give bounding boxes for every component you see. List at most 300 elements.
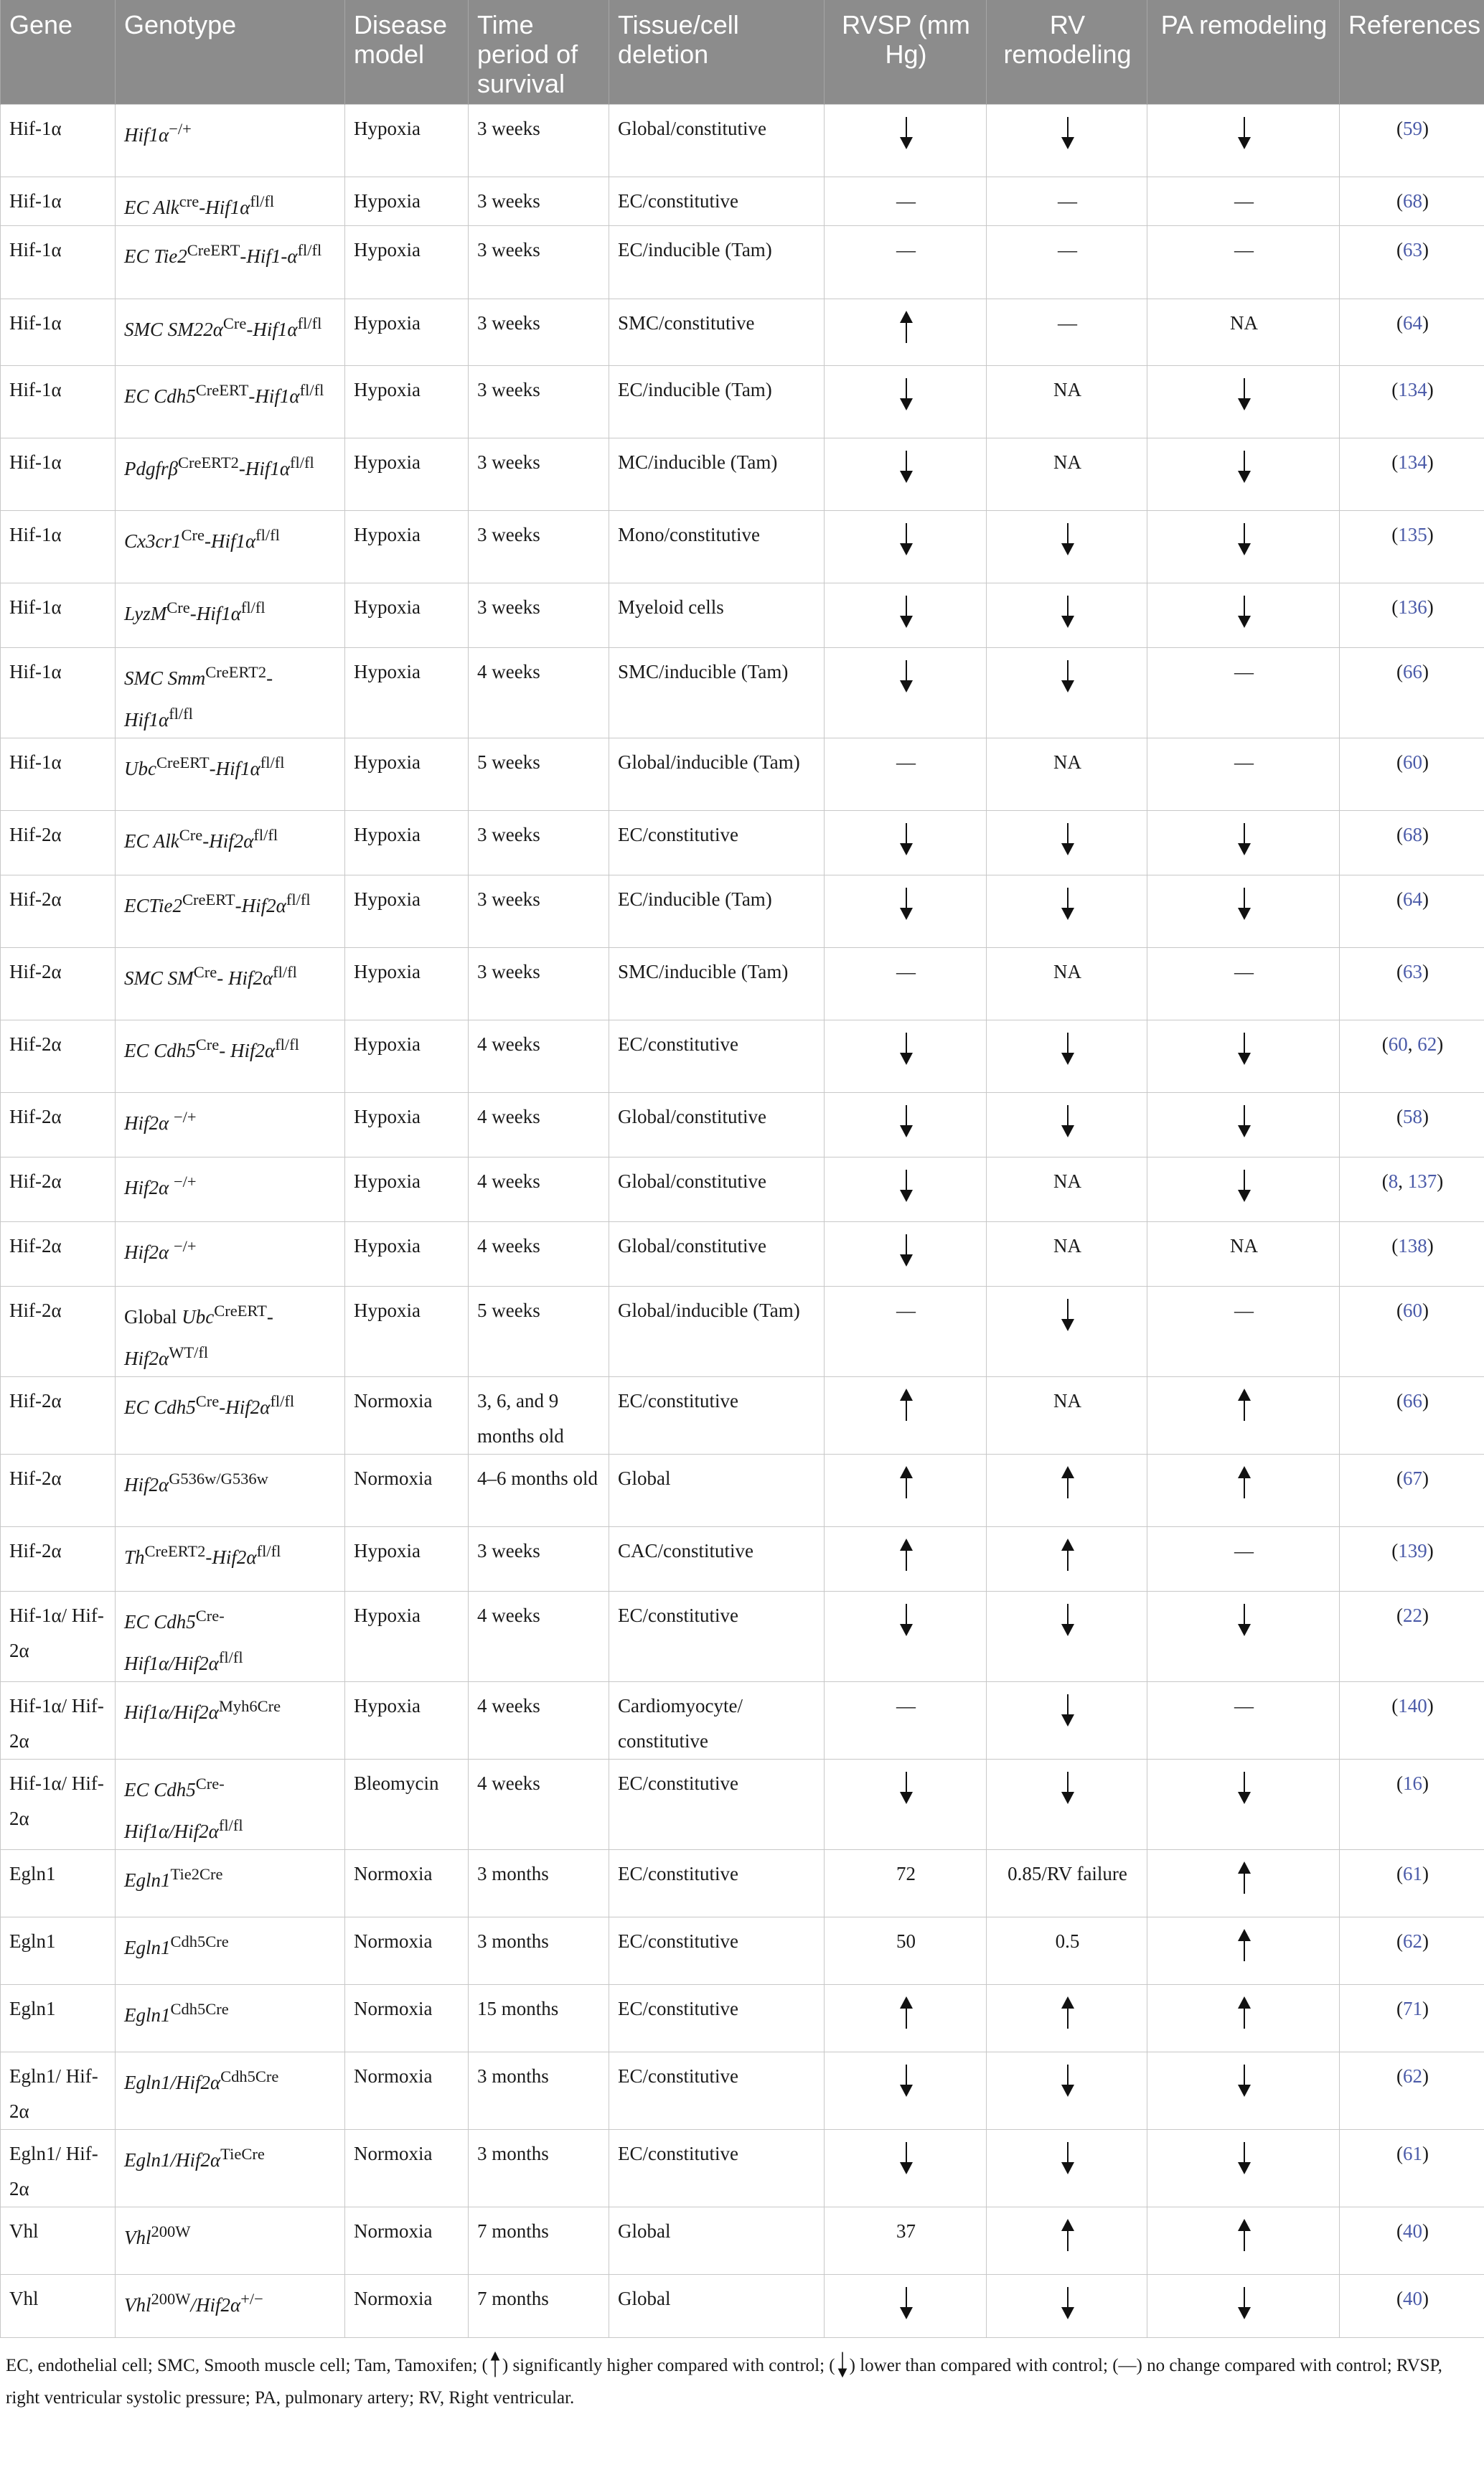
tissue-cell: Myeloid cells [609,583,825,648]
disease-model-cell: Hypoxia [345,1157,469,1222]
tissue-cell: SMC/constitutive [609,299,825,366]
genotype-cell [116,1157,345,1222]
time-period-cell: 3 months [469,2052,609,2130]
table-row [1,1917,1484,1985]
up-arrow-icon [898,1538,915,1572]
references-cell: (60) [1340,738,1484,811]
genotype-superscript: Cdh5Cre [170,2000,229,2018]
tissue-cell: EC/constitutive [609,1592,825,1682]
table-row [1,948,1484,1020]
tissue-cell: Mono/constitutive [609,511,825,583]
references-cell: (71) [1340,1985,1484,2052]
genotype-superscript: Myh6Cre [218,1697,281,1715]
genotype-superscript: fl/fl [256,1542,281,1560]
genotype-superscript: Cre [195,1036,220,1053]
table-row [1,1527,1484,1592]
genotype-superscript: fl/fl [290,454,314,471]
genotype-text: Pdgfrβ [124,458,178,479]
rvsp-cell [825,1527,987,1592]
genotype-text: -Hif1α [189,603,241,624]
time-period-cell: 4–6 months old [469,1455,609,1527]
disease-model-cell: Hypoxia [345,366,469,438]
references-cell: (40) [1340,2275,1484,2338]
tissue-cell: EC/constitutive [609,1850,825,1917]
footnote-part2: ) significantly higher compared with control; ( [502,2356,835,2375]
rvsp-cell [825,1592,987,1682]
gene-cell: Hif-1α [1,177,116,226]
rv-remodeling-cell [987,1592,1147,1682]
down-arrow-icon [1236,377,1253,411]
tissue-cell: Global/constitutive [609,1093,825,1157]
gene-cell: Hif-1α [1,438,116,511]
down-arrow-icon [1059,1602,1076,1637]
time-period-cell: 3 weeks [469,105,609,177]
genotype-superscript: CreERT2 [205,663,267,681]
reference-link[interactable]: 61 [1403,2143,1422,2164]
rvsp-cell [825,1455,987,1527]
genotype-superscript: fl/fl [218,1648,243,1666]
pa-remodeling-cell [1147,105,1340,177]
up-arrow-icon [1236,1465,1253,1500]
table-row [1,226,1484,299]
references-cell: (136) [1340,583,1484,648]
gene-cell: Hif-1α [1,511,116,583]
genotype-text: -Hif2α [235,895,286,916]
up-arrow-icon [1236,1996,1253,2030]
rvsp-cell [825,2052,987,2130]
reference-link[interactable]: 8 [1388,1170,1399,1192]
rvsp-cell: — [825,177,987,226]
table-row [1,177,1484,226]
reference-link[interactable]: 59 [1403,118,1422,139]
reference-link[interactable]: 135 [1398,524,1427,545]
reference-link[interactable]: 60 [1403,751,1422,773]
gene-cell: Hif-1α/ Hif-2α [1,1592,116,1682]
genotype-superscript: CreERT [187,241,240,259]
header-row [1,0,1484,105]
rvsp-cell: 72 [825,1850,987,1917]
reference-link[interactable]: 16 [1403,1772,1422,1794]
tissue-cell: EC/constitutive [609,2130,825,2207]
genotype-superscript: G536w/G536w [169,1470,268,1488]
gene-cell: Egln1/ Hif-2α [1,2052,116,2130]
down-arrow-icon [898,2063,915,2098]
table-row [1,1455,1484,1527]
genotype-text: ECTie2 [124,895,183,916]
disease-model-cell: Hypoxia [345,948,469,1020]
gene-cell: Hif-2α [1,1157,116,1222]
down-arrow-icon [1059,1031,1076,1066]
genotype-superscript: CreERT [156,753,210,771]
reference-link[interactable]: 60 [1388,1033,1408,1055]
pa-remodeling-cell [1147,1157,1340,1222]
rv-remodeling-cell: NA [987,1222,1147,1287]
rvsp-cell [825,2130,987,2207]
genotype-text: Vhl [124,2227,151,2248]
tissue-cell: EC/constitutive [609,1985,825,2052]
genotype-text: -Hif2α [205,1546,257,1568]
col-header-time-period: Time period of survival [469,0,609,105]
time-period-cell: 3 weeks [469,811,609,875]
disease-model-cell: Hypoxia [345,511,469,583]
references-cell: (66) [1340,1377,1484,1455]
table-row [1,366,1484,438]
references-cell: (135) [1340,511,1484,583]
disease-model-cell: Bleomycin [345,1760,469,1850]
reference-link[interactable]: 63 [1403,239,1422,260]
up-arrow-icon [898,1996,915,2030]
gene-cell: Hif-2α [1,1287,116,1377]
genotype-superscript: TieCre [220,2145,265,2163]
time-period-cell: 3 weeks [469,226,609,299]
pa-remodeling-cell [1147,1985,1340,2052]
disease-model-cell: Normoxia [345,2207,469,2275]
genotype-superscript: fl/fl [218,1816,243,1834]
rvsp-cell: — [825,1287,987,1377]
time-period-cell: 3 weeks [469,1527,609,1592]
reference-link[interactable]: 66 [1403,661,1422,682]
table-row [1,648,1484,738]
reference-link[interactable]: 64 [1403,312,1422,334]
reference-link[interactable]: 58 [1403,1106,1422,1127]
footnote-part1: EC, endothelial cell; SMC, Smooth muscle cell; Tam, Tamoxifen; ( [6,2356,488,2375]
pa-remodeling-cell: NA [1147,1222,1340,1287]
reference-link[interactable]: 62 [1417,1033,1437,1055]
genotype-superscript: fl/fl [253,826,278,844]
col-header-references: References [1340,0,1484,105]
genotype-text: Cx3cr1 [124,530,182,552]
rvsp-cell [825,1985,987,2052]
pa-remodeling-cell [1147,811,1340,875]
disease-model-cell: Normoxia [345,1985,469,2052]
rv-remodeling-cell [987,1287,1147,1377]
genotype-text: Egln1 [124,1937,171,1958]
gene-cell: Hif-1α [1,583,116,648]
up-arrow-icon [898,310,915,344]
down-arrow-icon [1059,2141,1076,2175]
genotype-text: -Hif2α [202,830,254,852]
down-arrow-icon [1059,1104,1076,1138]
down-arrow-icon [898,594,915,629]
references-cell: (63) [1340,226,1484,299]
table-row [1,1093,1484,1157]
genotype-text: Hif1α/Hif2α [124,1653,219,1674]
reference-link[interactable]: 63 [1403,961,1422,982]
disease-model-cell: Normoxia [345,2130,469,2207]
disease-model-cell: Hypoxia [345,738,469,811]
genotype-superscript: fl/fl [299,381,324,399]
up-arrow-icon [488,2351,502,2378]
reference-link[interactable]: 64 [1403,888,1422,910]
rvsp-cell [825,1377,987,1455]
gene-cell: Hif-2α [1,948,116,1020]
gene-cell: Hif-1α [1,299,116,366]
time-period-cell: 4 weeks [469,1222,609,1287]
up-arrow-icon [1059,1465,1076,1500]
genotype-superscript: fl/fl [260,753,285,771]
pa-remodeling-cell [1147,2207,1340,2275]
rvsp-cell: 37 [825,2207,987,2275]
genotype-cell [116,1527,345,1592]
genotype-cell [116,1020,345,1093]
rv-remodeling-cell [987,811,1147,875]
tissue-cell: EC/constitutive [609,177,825,226]
table-row [1,1850,1484,1917]
rvsp-cell [825,105,987,177]
rv-remodeling-cell: NA [987,1377,1147,1455]
table-row [1,583,1484,648]
references-cell: (66) [1340,648,1484,738]
disease-model-cell: Hypoxia [345,648,469,738]
col-header-rvsp: RVSP (mm Hg) [825,0,987,105]
rv-remodeling-cell [987,1985,1147,2052]
disease-model-cell: Normoxia [345,1377,469,1455]
down-arrow-icon [1236,1770,1253,1805]
gene-cell: Vhl [1,2207,116,2275]
genotype-cell [116,948,345,1020]
reference-link[interactable]: 68 [1403,190,1422,212]
rv-remodeling-cell [987,1020,1147,1093]
references-cell: (22) [1340,1592,1484,1682]
tissue-cell: EC/constitutive [609,1760,825,1850]
tissue-cell: Global/constitutive [609,1222,825,1287]
time-period-cell: 3 months [469,1917,609,1985]
reference-link[interactable]: 40 [1403,2220,1422,2242]
genotype-text: Global [124,1306,182,1328]
rvsp-cell [825,511,987,583]
genotype-superscript: Cdh5Cre [170,1933,229,1950]
reference-link[interactable]: 134 [1398,379,1427,400]
disease-model-cell: Hypoxia [345,811,469,875]
pa-remodeling-cell [1147,1917,1340,1985]
references-cell: (60) [1340,1287,1484,1377]
time-period-cell: 3 months [469,2130,609,2207]
genotype-text: -Hif1-α [240,245,298,267]
rv-remodeling-cell: 0.5 [987,1917,1147,1985]
reference-link[interactable]: 40 [1403,2288,1422,2309]
rv-remodeling-cell: NA [987,1157,1147,1222]
reference-link[interactable]: 61 [1403,1863,1422,1884]
genotype-cell [116,366,345,438]
disease-model-cell: Hypoxia [345,1527,469,1592]
down-arrow-icon [898,1104,915,1138]
reference-link[interactable]: 66 [1403,1390,1422,1412]
rv-remodeling-cell: — [987,226,1147,299]
reference-link[interactable]: 136 [1398,596,1427,618]
disease-model-cell: Hypoxia [345,177,469,226]
genotype-text: Egln1/Hif2α [124,2072,221,2093]
references-cell: (8, 137) [1340,1157,1484,1222]
gene-cell: Egln1 [1,1985,116,2052]
genotype-cell [116,2207,345,2275]
down-arrow-icon [1236,2141,1253,2175]
up-arrow-icon [898,1465,915,1500]
references-cell: (64) [1340,875,1484,948]
time-period-cell: 5 weeks [469,738,609,811]
time-period-cell: 3 weeks [469,583,609,648]
genotype-superscript: Cre [195,1392,220,1410]
pa-remodeling-cell [1147,1592,1340,1682]
pa-remodeling-cell [1147,2130,1340,2207]
references-cell: (59) [1340,105,1484,177]
genotype-cell [116,226,345,299]
gene-cell: Hif-1α [1,366,116,438]
disease-model-cell: Normoxia [345,1455,469,1527]
down-arrow-icon [898,659,915,693]
disease-model-cell: Normoxia [345,1850,469,1917]
reference-link[interactable]: 138 [1398,1235,1427,1257]
reference-link[interactable]: 22 [1403,1605,1422,1626]
pa-remodeling-cell [1147,1455,1340,1527]
table-row [1,1985,1484,2052]
genotype-superscript: −/+ [173,1173,197,1191]
genotype-text: Egln1 [124,1869,171,1891]
reference-link[interactable]: 67 [1403,1468,1422,1489]
time-period-cell: 4 weeks [469,1157,609,1222]
col-header-tissue: Tissue/cell deletion [609,0,825,105]
pa-remodeling-cell: — [1147,226,1340,299]
reference-link[interactable]: 139 [1398,1540,1427,1562]
genotype-text: -Hif1α [246,319,298,340]
table-body [1,105,1484,2338]
reference-link[interactable]: 60 [1403,1300,1422,1321]
rv-remodeling-cell [987,511,1147,583]
genotype-text: -Hif1α [238,458,291,479]
disease-model-cell: Hypoxia [345,1592,469,1682]
genotype-superscript: Cre [179,826,203,844]
tissue-cell: Global [609,1455,825,1527]
genotype-text: EC Tie2 [124,245,187,267]
genotype-superscript: Cre- [195,1775,225,1793]
down-arrow-icon [1236,116,1253,150]
rvsp-cell [825,583,987,648]
table-row [1,1760,1484,1850]
disease-model-cell: Hypoxia [345,1287,469,1377]
time-period-cell: 3 weeks [469,177,609,226]
rv-remodeling-cell: NA [987,738,1147,811]
reference-link[interactable]: 140 [1398,1695,1427,1717]
genotype-superscript: WT/fl [169,1343,209,1361]
rv-remodeling-cell [987,1455,1147,1527]
references-cell: (61) [1340,2130,1484,2207]
table-row [1,299,1484,366]
pa-remodeling-cell [1147,1377,1340,1455]
rv-remodeling-cell [987,1527,1147,1592]
time-period-cell: 4 weeks [469,1682,609,1760]
genotype-superscript: fl/fl [255,526,280,544]
pa-remodeling-cell [1147,1850,1340,1917]
rv-remodeling-cell: NA [987,438,1147,511]
table-row [1,2275,1484,2338]
time-period-cell: 7 months [469,2275,609,2338]
references-cell: (16) [1340,1760,1484,1850]
genotype-text: Hif1α/Hif2α [124,1821,219,1842]
up-arrow-icon [1059,1996,1076,2030]
down-arrow-icon [1059,659,1076,693]
table-row [1,1020,1484,1093]
pa-remodeling-cell: — [1147,1682,1340,1760]
down-arrow-icon [1236,449,1253,484]
rvsp-cell: — [825,948,987,1020]
genotype-cell [116,1287,345,1377]
up-arrow-icon [1236,1388,1253,1422]
pa-remodeling-cell [1147,438,1340,511]
pa-remodeling-cell: NA [1147,299,1340,366]
up-arrow-icon [1236,1861,1253,1895]
down-arrow-icon [898,822,915,856]
reference-link[interactable]: 134 [1398,451,1427,473]
footnote-part3: ) lower than compared with control; (—) no change compared with control; RVSP, right ventricular systolic pressure; PA, pulmonary artery; RV, Right ventricular. [6,2356,1442,2408]
down-arrow-icon [898,449,915,484]
genotype-cell [116,648,345,738]
reference-link[interactable]: 137 [1407,1170,1437,1192]
pa-remodeling-cell [1147,1093,1340,1157]
genotype-cell [116,1760,345,1850]
time-period-cell: 4 weeks [469,1093,609,1157]
down-arrow-icon [1236,822,1253,856]
genotype-superscript: CreERT2 [144,1542,206,1560]
genotype-cell [116,583,345,648]
table-row [1,811,1484,875]
reference-link[interactable]: 62 [1403,2065,1422,2087]
tissue-cell: Global [609,2207,825,2275]
genotype-text: EC Alk [124,830,179,852]
genotype-superscript: 200W [151,2222,191,2240]
genotype-superscript: −/+ [173,1108,197,1126]
genotype-cell [116,1455,345,1527]
col-header-genotype: Genotype [116,0,345,105]
reference-link[interactable]: 71 [1403,1998,1422,2019]
genotype-superscript: CreERT2 [177,454,239,471]
down-arrow-icon [1059,2063,1076,2098]
genotype-text: EC Alk [124,197,179,218]
reference-link[interactable]: 68 [1403,824,1422,845]
tissue-cell: EC/inducible (Tam) [609,366,825,438]
tissue-cell: Global/constitutive [609,1157,825,1222]
references-cell: (63) [1340,948,1484,1020]
rvsp-cell [825,811,987,875]
genotype-superscript: −/+ [169,120,192,138]
tissue-cell: EC/constitutive [609,1917,825,1985]
genotype-superscript: fl/fl [169,705,193,723]
down-arrow-icon [1236,1602,1253,1637]
table-row [1,1592,1484,1682]
down-arrow-icon [1236,2063,1253,2098]
genotype-superscript: 200W [151,2290,191,2308]
rvsp-cell [825,366,987,438]
genotype-superscript: fl/fl [275,1036,299,1053]
genotype-text: SMC SM [124,967,194,989]
col-header-rv-remodeling: RV remodeling [987,0,1147,105]
table-footnote [0,2338,1484,2414]
down-arrow-icon [898,1770,915,1805]
reference-link[interactable]: 62 [1403,1930,1422,1952]
tissue-cell: EC/constitutive [609,1020,825,1093]
pa-remodeling-cell [1147,2052,1340,2130]
disease-model-cell: Normoxia [345,2052,469,2130]
up-arrow-icon [898,1388,915,1422]
genotype-superscript: Tie2Cre [170,1865,223,1883]
genotype-cell [116,1985,345,2052]
genotype-text: Egln1 [124,2004,171,2026]
time-period-cell: 4 weeks [469,1592,609,1682]
rv-remodeling-cell [987,583,1147,648]
down-arrow-icon [898,377,915,411]
genotype-text: -Hif1α [199,197,250,218]
table-row [1,1682,1484,1760]
genotype-superscript: CreERT [195,381,249,399]
genotype-cell [116,438,345,511]
